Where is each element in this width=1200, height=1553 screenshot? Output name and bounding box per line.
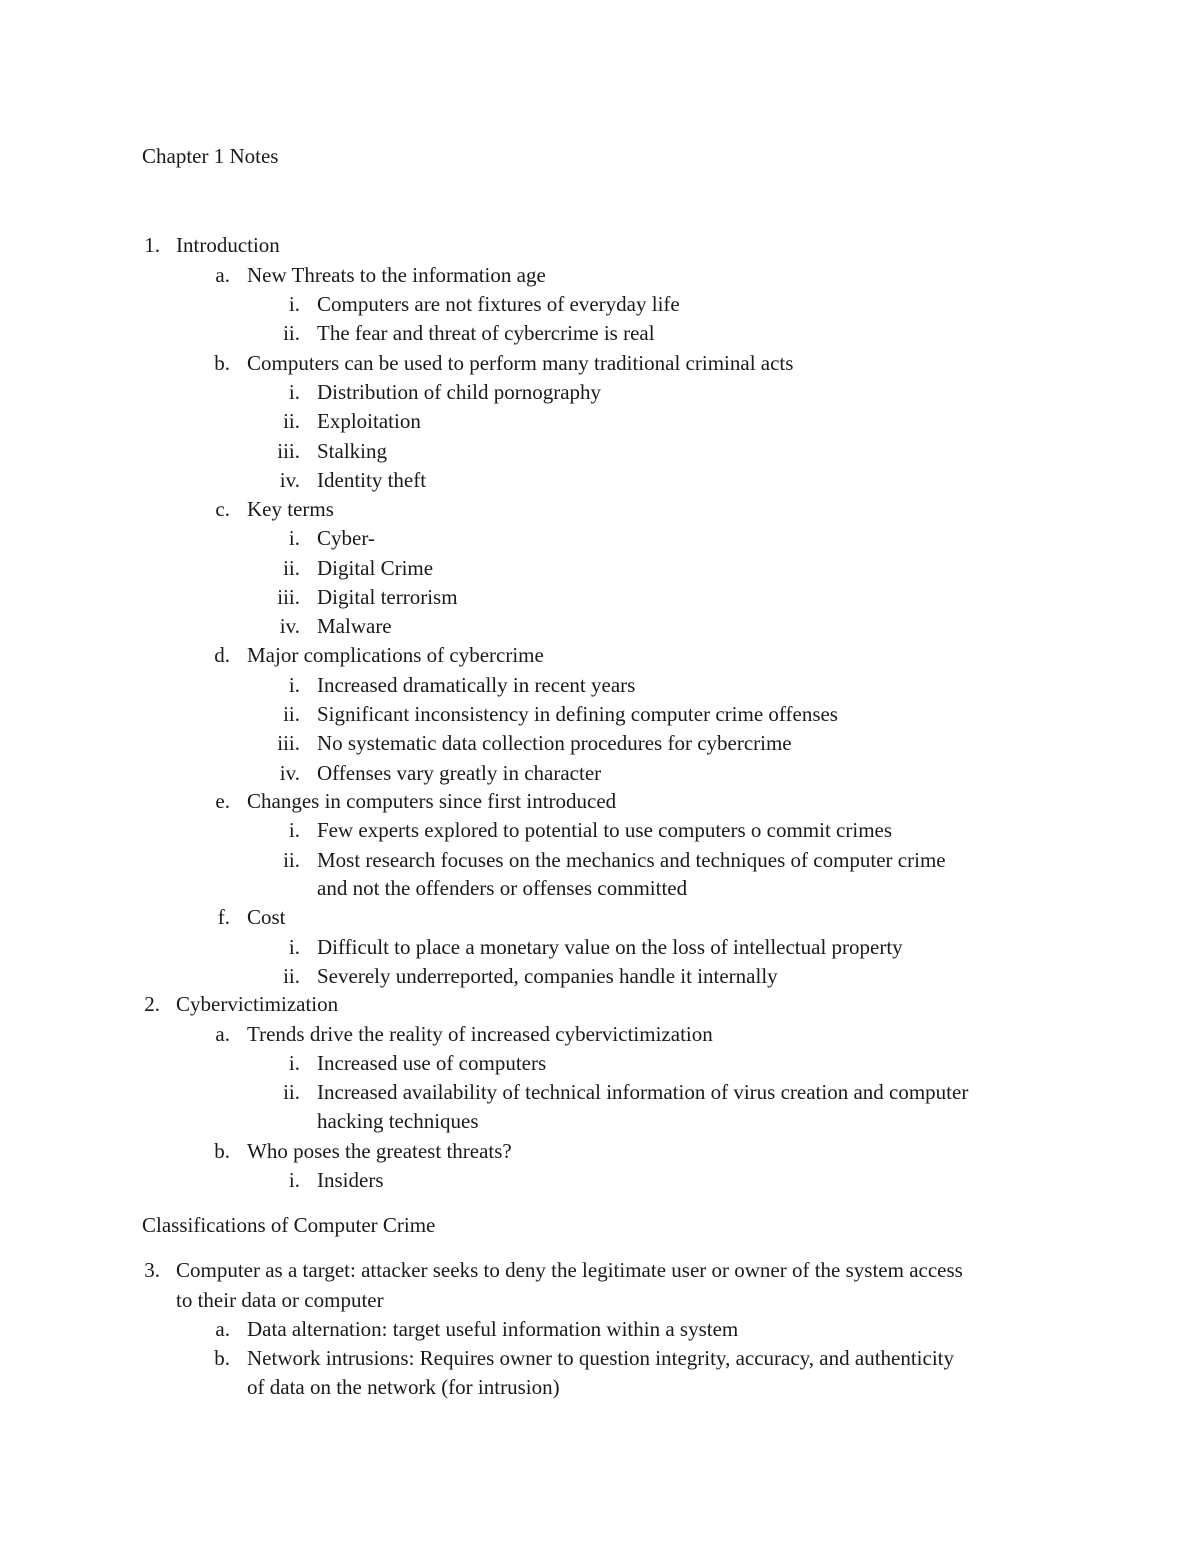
list-marker: i.	[288, 673, 300, 697]
list-marker: ii.	[283, 321, 300, 345]
list-marker: i.	[288, 380, 300, 404]
list-item: Insiders	[317, 1168, 384, 1192]
list-item: Computers can be used to perform many traditional criminal acts	[247, 351, 794, 375]
list-marker: ii.	[283, 702, 300, 726]
list-marker: d.	[214, 643, 230, 667]
list-item: Most research focuses on the mechanics and techniques of computer crime	[317, 848, 946, 872]
list-marker: ii.	[283, 556, 300, 580]
list-marker: ii.	[283, 964, 300, 988]
list-item: The fear and threat of cybercrime is real	[317, 321, 655, 345]
list-marker: f.	[217, 905, 230, 929]
list-item-continuation: of data on the network (for intrusion)	[247, 1375, 560, 1399]
list-marker: i.	[288, 1168, 300, 1192]
list-item: Major complications of cybercrime	[247, 643, 544, 667]
list-marker: iv.	[279, 761, 300, 785]
list-item: Stalking	[317, 439, 388, 463]
list-item: Cost	[247, 905, 286, 929]
list-item: Digital terrorism	[317, 585, 458, 609]
list-item: Difficult to place a monetary value on the loss of intellectual property	[317, 935, 903, 959]
list-marker: i.	[288, 935, 300, 959]
list-marker: iv.	[279, 468, 300, 492]
list-item: Distribution of child pornography	[317, 380, 602, 404]
list-marker: ii.	[283, 409, 300, 433]
list-marker: iv.	[279, 614, 300, 638]
list-marker: iii.	[277, 731, 300, 755]
section-heading: Computer as a target: attacker seeks to deny the legitimate user or owner of the system access	[176, 1258, 963, 1282]
list-marker: i.	[288, 292, 300, 316]
list-item: Increased availability of technical information of virus creation and computer	[317, 1080, 969, 1104]
page-title: Chapter 1 Notes	[142, 144, 279, 168]
list-marker: i.	[288, 818, 300, 842]
list-item: Identity theft	[317, 468, 427, 492]
list-item: Exploitation	[317, 409, 421, 433]
list-marker: 2.	[144, 992, 160, 1016]
list-item: New Threats to the information age	[247, 263, 546, 287]
list-marker: ii.	[283, 1080, 300, 1104]
list-marker: a.	[215, 1317, 230, 1341]
list-marker: i.	[288, 526, 300, 550]
list-item: Trends drive the reality of increased cybervictimization	[247, 1022, 713, 1046]
list-item-continuation: to their data or computer	[176, 1288, 384, 1312]
list-marker: iii.	[277, 585, 300, 609]
list-marker: a.	[215, 263, 230, 287]
list-item: Key terms	[247, 497, 334, 521]
list-item: Digital Crime	[317, 556, 434, 580]
list-item: Malware	[317, 614, 392, 638]
list-marker: b.	[214, 1346, 230, 1370]
list-marker: ii.	[283, 848, 300, 872]
section-title: Classifications of Computer Crime	[142, 1213, 436, 1237]
list-marker: b.	[214, 1139, 230, 1163]
list-item: Increased dramatically in recent years	[317, 673, 636, 697]
list-item: Cyber-	[317, 526, 375, 550]
list-item: Few experts explored to potential to use computers o commit crimes	[317, 818, 893, 842]
list-item: Increased use of computers	[317, 1051, 547, 1075]
list-item: No systematic data collection procedures for cybercrime	[317, 731, 792, 755]
list-marker: e.	[215, 789, 230, 813]
list-item-continuation: hacking techniques	[317, 1109, 479, 1133]
list-marker: c.	[215, 497, 230, 521]
section-heading: Cybervictimization	[176, 992, 339, 1016]
list-marker: iii.	[277, 439, 300, 463]
list-item: Computers are not fixtures of everyday life	[317, 292, 680, 316]
list-item: Data alternation: target useful information within a system	[247, 1317, 739, 1341]
list-marker: 1.	[144, 233, 160, 257]
list-marker: 3.	[144, 1258, 160, 1282]
list-marker: i.	[288, 1051, 300, 1075]
list-item: Significant inconsistency in defining computer crime offenses	[317, 702, 838, 726]
list-item-continuation: and not the offenders or offenses committed	[317, 876, 688, 900]
list-item: Offenses vary greatly in character	[317, 761, 602, 785]
section-heading: Introduction	[176, 233, 280, 257]
list-marker: b.	[214, 351, 230, 375]
list-marker: a.	[215, 1022, 230, 1046]
list-item: Severely underreported, companies handle it internally	[317, 964, 778, 988]
list-item: Network intrusions: Requires owner to question integrity, accuracy, and authenticity	[247, 1346, 955, 1370]
list-item: Who poses the greatest threats?	[247, 1139, 512, 1163]
list-item: Changes in computers since first introduced	[247, 789, 617, 813]
